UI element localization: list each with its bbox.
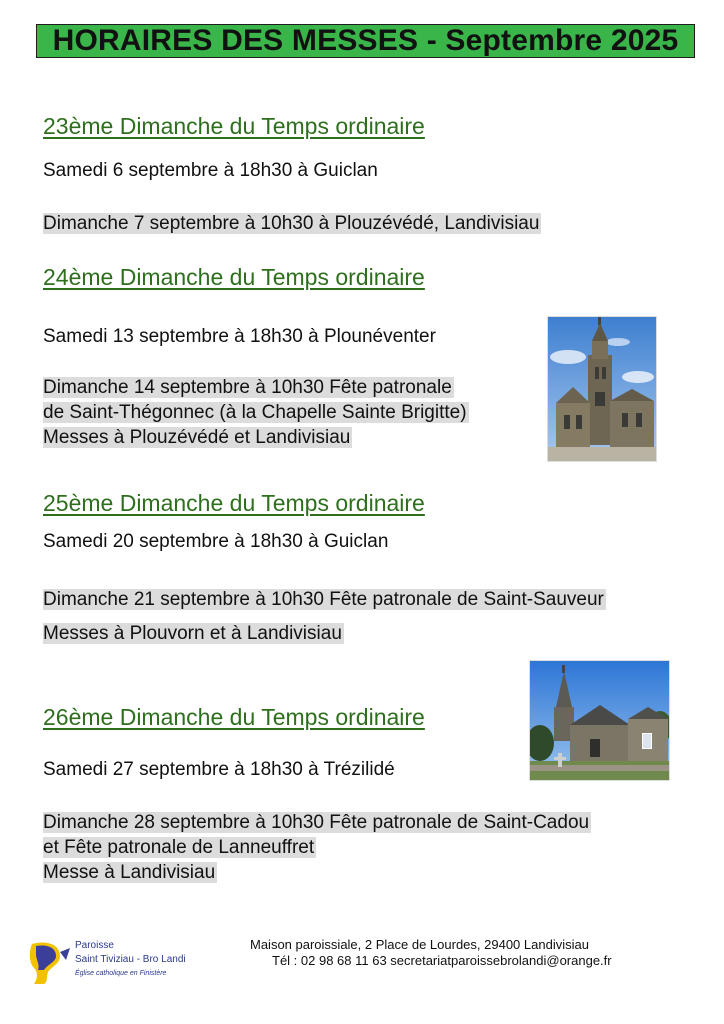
footer-contact: Tél : 02 98 68 11 63 secretariatparoissebrolandi@orange.fr <box>272 953 612 968</box>
saturday-mass-26: Samedi 27 septembre à 18h30 à Trézilidé <box>43 759 395 780</box>
logo-line-subtitle: Église catholique en Finistère <box>75 970 167 977</box>
section-heading-26: 26ème Dimanche du Temps ordinaire <box>43 704 425 730</box>
footer-address: Maison paroissiale, 2 Place de Lourdes, 29400 Landivisiau <box>250 937 589 952</box>
parish-logo-icon <box>26 938 74 986</box>
logo-line-name: Saint Tiviziau - Bro Landi <box>75 954 186 965</box>
section-heading-23: 23ème Dimanche du Temps ordinaire <box>43 113 425 139</box>
saturday-mass-24: Samedi 13 septembre à 18h30 à Plounéventer <box>43 326 436 347</box>
church-photo-saint-thegonnec <box>547 316 657 462</box>
saturday-mass-25: Samedi 20 septembre à 18h30 à Guiclan <box>43 531 389 552</box>
page-title: HORAIRES DES MESSES - Septembre 2025 <box>36 24 695 58</box>
church-photo-saint-cadou <box>529 660 670 781</box>
sunday-mass-25-line2: Messes à Plouvorn et à Landivisiau <box>43 623 342 644</box>
sunday-mass-25-line1: Dimanche 21 septembre à 10h30 Fête patronale de Saint-Sauveur <box>43 589 604 610</box>
sunday-mass-26: Dimanche 28 septembre à 10h30 Fête patronale de Saint-Cadou et Fête patronale de Lanneuffret Messe à Landivisiau <box>43 812 590 883</box>
section-heading-24: 24ème Dimanche du Temps ordinaire <box>43 264 425 290</box>
section-heading-25: 25ème Dimanche du Temps ordinaire <box>43 490 425 516</box>
sunday-mass-23: Dimanche 7 septembre à 10h30 à Plouzévédé, Landivisiau <box>43 213 540 234</box>
parish-logo <box>26 938 201 988</box>
sunday-mass-24: Dimanche 14 septembre à 10h30 Fête patronale de Saint-Thégonnec (à la Chapelle Sainte Brigitte) Messes à Plouzévédé et Landivisiau <box>43 377 467 448</box>
saturday-mass-23: Samedi 6 septembre à 18h30 à Guiclan <box>43 160 378 181</box>
logo-line-paroisse: Paroisse <box>75 940 114 951</box>
